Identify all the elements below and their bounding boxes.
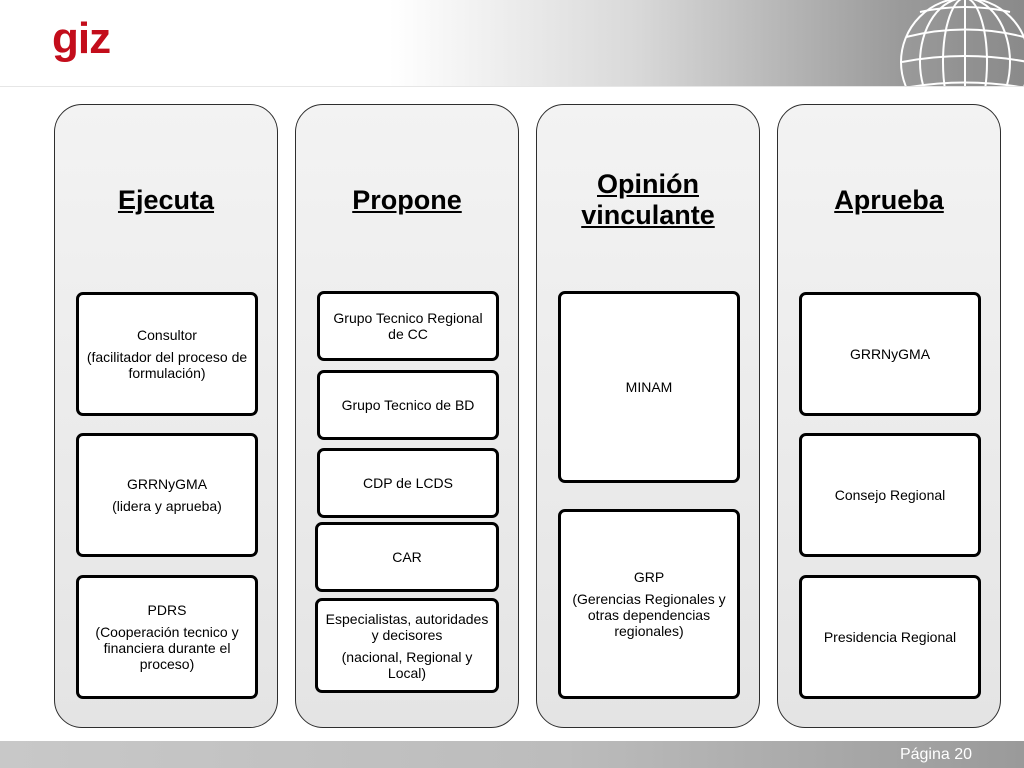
box-line: GRRNyGMA [849,346,931,362]
column-title: Ejecuta [117,185,215,215]
giz-logo: giz [52,14,111,63]
column-title: Propone [352,185,462,215]
column-title-line: vinculante [581,200,715,230]
globe-icon [890,0,1024,92]
box-presidencia-regional [799,575,981,699]
page-number: Página 20 [899,746,972,763]
column-title: Aprueba [834,185,944,215]
box-grupo-tecnico-cc [317,291,499,361]
box-consultor [76,292,258,416]
box-grupo-tecnico-bd [317,370,499,440]
column-opinion-vinculante [536,104,760,728]
column-title [537,169,759,231]
box-cdp-lcds [317,448,499,518]
column-propone [295,104,519,728]
column-title-line: Opinión [597,169,699,199]
header-bar [0,0,1024,86]
column-ejecuta [54,104,278,728]
box-detail: (Gerencias Regionales y otras dependencias regionales) [572,591,726,639]
box-grrnygma-aprueba [799,292,981,416]
header-divider [0,86,1024,87]
footer-bar [0,741,1024,768]
box-line: CDP de LCDS [362,475,453,491]
box-especialistas [315,598,499,693]
box-consejo-regional [799,433,981,557]
box-line: Consultor [137,327,197,343]
box-line: Consejo Regional [834,487,946,503]
box-line: Grupo Tecnico de BD [341,397,475,413]
box-line: CAR [392,549,422,565]
box-minam [558,291,740,483]
box-line: MINAM [625,379,673,395]
box-line: GRP [633,569,665,585]
box-grp [558,509,740,699]
box-detail: (nacional, Regional y Local) [341,648,473,681]
column-aprueba [777,104,1001,728]
box-line: Especialistas, autoridades y decisores [325,610,489,643]
box-line: Grupo Tecnico Regional de CC [333,310,483,342]
box-car [315,522,499,592]
box-detail: (facilitador del proceso de formulación) [86,349,248,381]
box-pdrs [76,575,258,699]
box-detail: (lidera y aprueba) [112,498,222,514]
box-line: GRRNyGMA [126,476,208,492]
box-line: Presidencia Regional [823,629,957,645]
box-grrnygma [76,433,258,557]
box-line: PDRS [147,602,187,618]
box-detail: (Cooperación tecnico y financiera durante el proceso) [95,624,239,672]
